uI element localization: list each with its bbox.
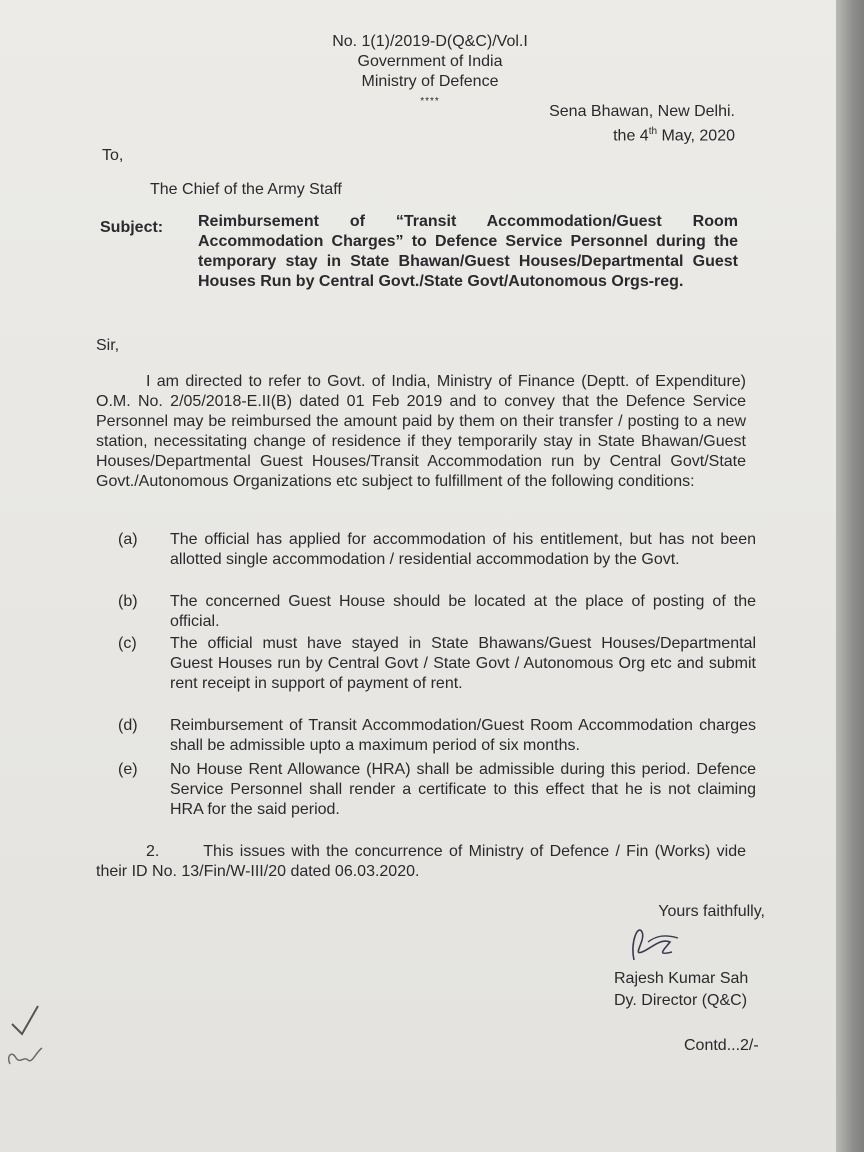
paragraph-1: I am directed to refer to Govt. of India, Ministry of Finance (Deptt. of Expenditure) O.M. No. 2/05/2018-E.II(B) dated 01 Feb 2019 and to convey that the Defence Service Personnel may be reimbursed the amount paid by them on their transfer / posting to a new station, necessitating change of residence if they temporarily stay in State Bhawan/Guest Houses/Departmental Guest Houses/Transit Accommodation run by Central Govt/State Govt./Autonomous Organizations etc subject to fulfillment of the following conditions:: [96, 373, 746, 490]
header-stars: ****: [420, 96, 440, 107]
to-label: To,: [102, 147, 124, 164]
condition-text: Reimbursement of Transit Accommodation/Guest Room Accommodation charges shall be admissible upto a maximum period of six months.: [170, 717, 756, 754]
ministry-line: Ministry of Defence: [361, 73, 499, 90]
date-suffix: May, 2020: [657, 127, 735, 145]
date-line: [520, 122, 735, 146]
signatory-block: [614, 968, 748, 1012]
condition-label: (c): [118, 635, 137, 652]
subject-label: Subject:: [100, 219, 164, 236]
salutation: Sir,: [96, 337, 120, 354]
signatory-name: Rajesh Kumar Sah: [614, 970, 749, 987]
condition-label: (a): [118, 531, 138, 548]
signatory-designation: Dy. Director (Q&C): [614, 992, 748, 1009]
page-edge-shadow: [836, 0, 864, 1152]
condition-text: No House Rent Allowance (HRA) shall be admissible during this period. Defence Service Personnel shall render a certificate to this effect that he is not claiming HRA for the said period.: [170, 761, 756, 818]
condition-text: The concerned Guest House should be located at the place of posting of the official.: [170, 593, 756, 630]
government-line: Government of India: [357, 53, 503, 70]
subject-text: Reimbursement of “Transit Accommodation/Guest Room Accommodation Charges” to Defence Service Personnel during the temporary stay in State Bhawan/Guest Houses/Departmental Guest Houses Run by Central Govt./State Govt/Autonomous Orgs-reg.: [198, 213, 738, 290]
handwritten-signature: [612, 912, 702, 972]
addressee: The Chief of the Army Staff: [150, 181, 342, 198]
handwritten-tick-mark: [2, 1002, 62, 1082]
paragraph-2-number: 2.: [146, 843, 160, 860]
paragraph-2-text: This issues with the concurrence of Ministry of Defence / Fin (Works) vide their ID No. 13/Fin/W-III/20 dated 06.03.2020.: [96, 843, 746, 880]
condition-label: (d): [118, 717, 138, 734]
place-and-date: [520, 102, 735, 146]
date-prefix: the 4: [613, 127, 649, 145]
reference-number: No. 1(1)/2019-D(Q&C)/Vol.I: [332, 33, 528, 50]
condition-label: (b): [118, 593, 138, 610]
closing: Yours faithfully,: [658, 903, 765, 920]
paragraph-2: [96, 842, 746, 882]
letter-header: [260, 32, 600, 112]
date-superscript: th: [648, 126, 658, 137]
place-line: Sena Bhawan, New Delhi.: [549, 103, 735, 120]
continued-marker: Contd...2/-: [684, 1037, 759, 1054]
condition-label: (e): [118, 761, 138, 778]
condition-text: The official has applied for accommodation of his entitlement, but has not been allotted single accommodation / residential accommodation by the Govt.: [170, 531, 756, 568]
condition-text: The official must have stayed in State Bhawans/Guest Houses/Departmental Guest Houses run by Central Govt / State Govt / Autonomous Org etc and submit rent receipt in support of payment of rent.: [170, 635, 756, 692]
